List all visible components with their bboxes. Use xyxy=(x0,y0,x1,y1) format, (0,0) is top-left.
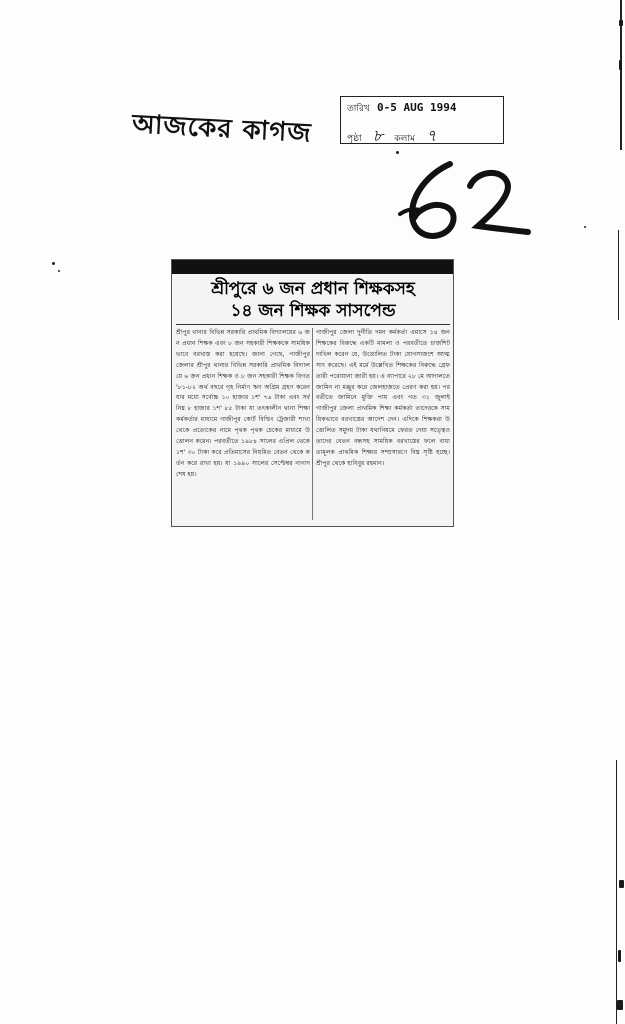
stamp-date-value: 0-5 AUG 1994 xyxy=(377,101,457,114)
stamp-page-label: পৃষ্ঠা xyxy=(347,134,362,144)
stamp-page-row xyxy=(347,123,445,150)
stamp-date-row xyxy=(347,101,456,116)
scan-speck xyxy=(584,226,586,228)
scan-edge-line xyxy=(616,760,617,1024)
column-divider xyxy=(312,328,313,520)
newspaper-name: আজকের কাগজ xyxy=(131,109,313,149)
scan-speck xyxy=(58,270,60,272)
stamp-column-label: কলাম xyxy=(394,134,415,144)
scan-edge-mark xyxy=(619,880,624,888)
clipping-headline xyxy=(178,278,448,322)
article-column-right: গাজীপুর জেলা দুর্নীতি দমন কর্মকর্তা এমাসে ১৪ জন শিক্ষকের বিরুদ্ধে একটি মামলা ও পরবর্তীতে চার্জশিট দাখিল করেন যে, উত্তোলিত টাকা যোগসাজশে আত্মসাৎ করেছে। এই মর্মে উল্লেখিত শিক্ষকের বিরুদ্ধে গ্রেফতারী পরোয়ানা জারী হয়। এ ব্যাপারে ২৮ মে আদালতে জামিন না মঞ্জুর করে জেলহাজতে প্রেরণ করা হয়। পরবর্তীতে জামিনে মুক্তি পায় এবং গত ৩১ জুলাই গাজীপুর জেলা প্রাথমিক শিক্ষা কর্মকর্তা তাদেরকে সাময়িকভাবে বরখাস্তের আদেশ দেন। এদিকে শিক্ষকরা উত্তোলিত সমুদয় টাকা যথানিয়মে ফেরত দেয়া সত্ত্বেও তাদের বেতন বন্ধসহ সাময়িক বরখাস্তের ফলে বাধ্যতামূলক প্রাথমিক শিক্ষার সম্প্রসারণে বিঘ্ন সৃষ্টি হচ্ছে। শ্রীপুর থেকে হাবিবুর রহমান। xyxy=(316,329,450,467)
scan-edge-mark xyxy=(617,1000,623,1010)
clipping-top-bar xyxy=(172,260,453,274)
article-column-left: শ্রীপুর থানার বিভিন্ন সরকারি প্রাথমিক বিদ্যালয়ের ৬ জন প্রধান শিক্ষক এবং ৮ জন সহকারী শিক্ষককে সাময়িকভাবে বরখাস্ত করা হয়েছে। জানা গেছে, গাজীপুর জেলার শ্রীপুর থানার বিভিন্ন সরকারি প্রাথমিক বিদ্যালয়ে ৬ জন প্রধান শিক্ষক ও ৮ জন সহকারী শিক্ষক বিগত '৮১-৮২ অর্থ বছরে গৃহ নির্মাণ ঋণ অগ্রিম গ্রহণ করেন যার মধ্যে সর্বোচ্চ ১০ হাজার ১শ' ৭৬ টাকা এবং সর্বনিম্ন ৮ হাজার ১শ' ৮৫ টাকা যা তৎকালীন থানা শিক্ষা কর্মকর্তার মাধ্যমে গাজীপুর কোর্ট বিল্ডিং ট্রেজারী শাখা থেকে প্রত্যেকের নামে পৃথক পৃথক চেকের মাধ্যমে উত্তোলন করেন। পরবর্তীতে ১৯৮৪ সালের এপ্রিল থেকে ১শ' ৩০ টাকা করে প্রতিমাসের নিয়মিত বেতন থেকে কর্তন করে রাখা হয়। যা ১৯৯০ সালের সেপ্টেম্বর নাগাদ শেষ হয়। xyxy=(176,329,310,478)
handwritten-page-number xyxy=(398,152,534,244)
stamp-date-label: তারিখ xyxy=(347,104,370,114)
headline-line-2: ১৪ জন শিক্ষক সাসপেন্ড xyxy=(230,301,396,321)
handwritten-digit-6 xyxy=(412,164,454,236)
scan-edge-mark xyxy=(619,60,622,70)
stamp-page-value: ৮ xyxy=(372,126,384,145)
stamp-column-value: ৭ xyxy=(426,126,437,145)
date-stamp xyxy=(340,96,504,144)
headline-line-1: শ্রীপুরে ৬ জন প্রধান শিক্ষকসহ xyxy=(211,279,415,299)
scan-edge-mark xyxy=(618,950,621,962)
headline-rule xyxy=(176,324,450,325)
scan-edge-line xyxy=(618,230,619,320)
scan-speck xyxy=(52,262,55,265)
handwritten-digit-2 xyxy=(470,173,528,232)
scan-edge-mark xyxy=(619,20,623,26)
newspaper-clipping xyxy=(171,259,454,527)
